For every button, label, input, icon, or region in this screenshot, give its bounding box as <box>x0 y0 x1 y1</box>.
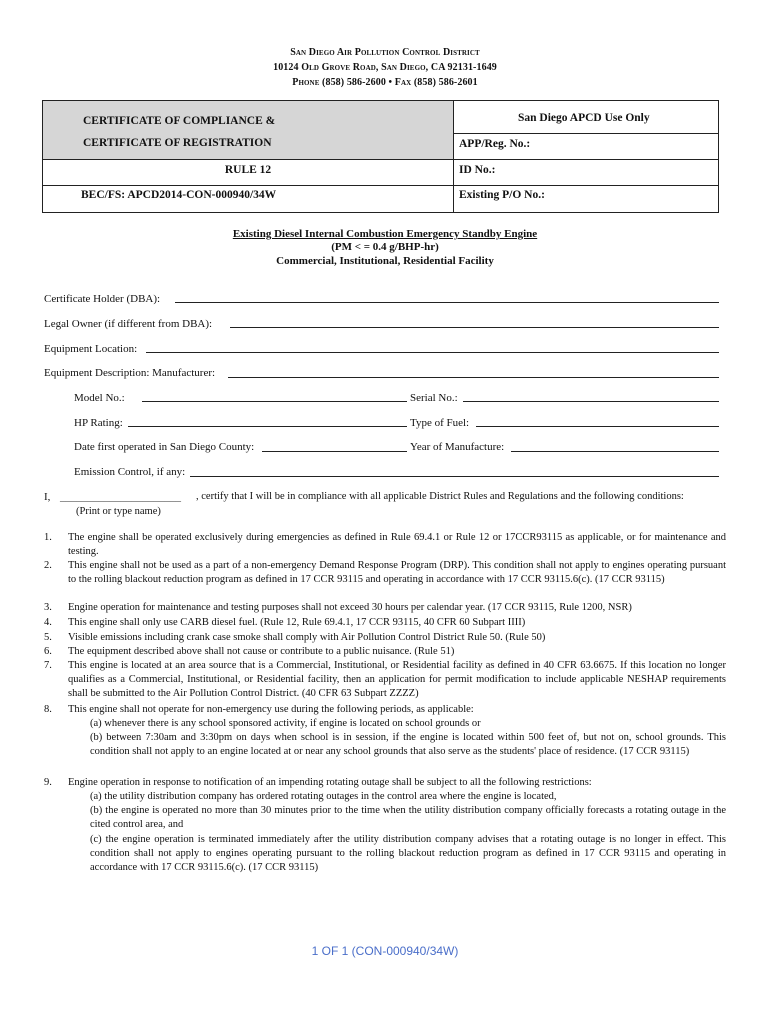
manufacturer-label: Equipment Description: Manufacturer: <box>44 367 216 379</box>
condition-8-number: 8. <box>44 704 52 715</box>
condition-9: Engine operation in response to notification of an impending rotating outage shall be subject to all the following restrictions: <box>68 777 592 788</box>
condition-1-number: 1. <box>44 532 52 543</box>
year-label: Year of Manufacture: <box>410 441 505 453</box>
app-reg-no: APP/Reg. No.: <box>459 138 531 150</box>
certify-prefix: I, <box>44 491 51 503</box>
existing-po-no: Existing P/O No.: <box>459 189 545 201</box>
condition-7-number: 7. <box>44 660 52 671</box>
agency-phone-fax: Phone (858) 586-2600 • Fax (858) 586-2601 <box>292 77 478 88</box>
model-input[interactable] <box>142 401 407 402</box>
print-hint: (Print or type name) <box>76 506 161 517</box>
condition-8: This engine shall not operate for non-emergency use during the following periods, as applicable: <box>68 704 474 715</box>
condition-8a: (a) whenever there is any school sponsored activity, if engine is located on school grounds or <box>90 718 481 729</box>
condition-9b: (b) the engine is operated no more than 30 minutes prior to the time when the utility distribution company officially forecasts a rotating outage in the cited control area, and <box>90 805 726 830</box>
holder-input[interactable] <box>175 302 719 303</box>
location-label: Equipment Location: <box>44 343 138 355</box>
condition-9-number: 9. <box>44 777 52 788</box>
condition-2: This engine shall not be used as a part of a non-emergency Demand Response Program (DRP). This condition shall not apply to engines operating pursuant to the rolling blackout reduction program as defined in 17 CCR 93115 and operating in accordance with 17 CCR 93115.6(c). (17 CCR 93115) <box>68 560 726 585</box>
certify-name-input[interactable]: ______________________ <box>60 491 181 503</box>
certificate-table <box>42 100 719 213</box>
page-footer: 1 OF 1 (CON-000940/34W) <box>311 944 459 958</box>
fuel-label: Type of Fuel: <box>410 417 470 429</box>
owner-input[interactable] <box>230 327 719 328</box>
owner-label: Legal Owner (if different from DBA): <box>44 318 213 330</box>
agency-address: 10124 Old Grove Road, San Diego, CA 92131-1649 <box>273 62 497 73</box>
agency-name: San Diego Air Pollution Control District <box>290 47 480 58</box>
condition-6: The equipment described above shall not cause or contribute to a public nuisance. (Rule 51) <box>68 646 455 657</box>
condition-4-number: 4. <box>44 617 52 628</box>
year-input[interactable] <box>511 451 719 452</box>
hp-label: HP Rating: <box>74 417 123 429</box>
date-operated-label: Date first operated in San Diego County: <box>74 441 255 453</box>
form-subtitle-facility: Commercial, Institutional, Residential Facility <box>276 255 494 267</box>
condition-6-number: 6. <box>44 646 52 657</box>
manufacturer-input[interactable] <box>228 377 719 378</box>
bec-number: BEC/FS: APCD2014-CON-000940/34W <box>81 189 277 201</box>
emission-label: Emission Control, if any: <box>74 466 186 478</box>
condition-9a: (a) the utility distribution company has ordered rotating outages in the control area where the engine is located, <box>90 791 557 802</box>
form-title: Existing Diesel Internal Combustion Emergency Standby Engine <box>232 228 538 240</box>
emission-input[interactable] <box>190 476 719 477</box>
date-operated-input[interactable] <box>262 451 407 452</box>
condition-9c: (c) the engine operation is terminated immediately after the utility distribution company advises that a rotating outage is no longer in effect. This condition shall not apply to engines operating pursuant to the rolling blackout reduction program as defined in 17 CCR 93115 and operating in accordance with 17 CCR 93115.6(c). (17 CCR 93115) <box>90 834 726 873</box>
condition-2-number: 2. <box>44 560 52 571</box>
condition-3: Engine operation for maintenance and testing purposes shall not exceed 30 hours per calendar year. (17 CCR 93115, Rule 1200, NSR) <box>68 602 632 613</box>
holder-label: Certificate Holder (DBA): <box>44 293 161 305</box>
certificate-title-line2: CERTIFICATE OF REGISTRATION <box>83 137 272 149</box>
model-label: Model No.: <box>74 392 125 404</box>
apcd-use-only: San Diego APCD Use Only <box>518 112 650 124</box>
certificate-title-line1: CERTIFICATE OF COMPLIANCE & <box>83 115 276 127</box>
hp-input[interactable] <box>128 426 407 427</box>
condition-7: This engine is located at an area source that is a Commercial, Institutional, or Residential facility as defined in 40 CFR 63.6675. If this location no longer qualifies as a Commercial, Institutional, or Residential facility, then an application for permit modification to include applicable NESHAP requirements shall be submitted to the Air Pollution Control District. (40 CFR 63 Subpart ZZZZ) <box>68 660 726 699</box>
location-input[interactable] <box>146 352 719 353</box>
condition-1: The engine shall be operated exclusively during emergencies as defined in Rule 69.4.1 or Rule 12 or 17CCR93115 as applicable, or for maintenance and testing. <box>68 532 726 557</box>
serial-label: Serial No.: <box>410 392 458 404</box>
rule-label: RULE 12 <box>224 164 272 176</box>
condition-8b: (b) between 7:30am and 3:30pm on days when school is in session, if the engine is located within 500 feet of, but not on, school grounds. This condition shall not apply to an engine located at or near any school grounds that also serve as the students' place of residence. (17 CCR 93115) <box>90 732 726 757</box>
form-subtitle-pm: (PM < = 0.4 g/BHP-hr) <box>331 241 439 253</box>
condition-5: Visible emissions including crank case smoke shall comply with Air Pollution Control District Rule 50. (Rule 50) <box>68 632 546 643</box>
condition-5-number: 5. <box>44 632 52 643</box>
condition-4: This engine shall only use CARB diesel fuel. (Rule 12, Rule 69.4.1, 17 CCR 93115, 40 CFR 60 Subpart IIII) <box>68 617 526 628</box>
certify-statement: , certify that I will be in compliance with all applicable District Rules and Regulations and the following conditions: <box>196 491 684 502</box>
id-no: ID No.: <box>459 164 496 176</box>
fuel-input[interactable] <box>476 426 719 427</box>
condition-3-number: 3. <box>44 602 52 613</box>
serial-input[interactable] <box>463 401 719 402</box>
